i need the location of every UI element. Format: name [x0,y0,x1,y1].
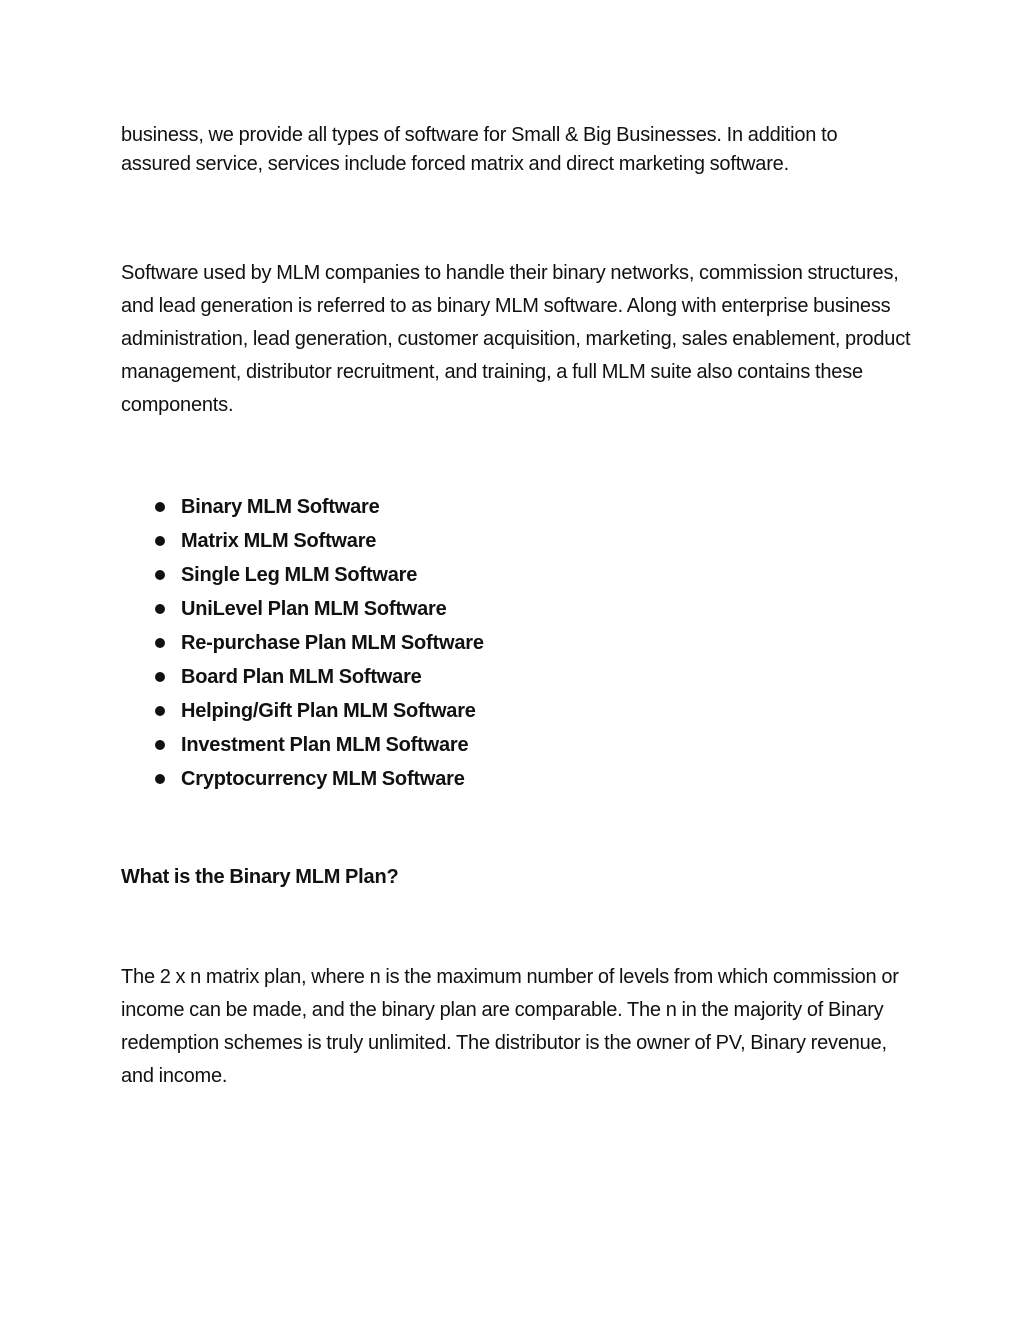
list-item [121,762,484,796]
list-item [121,694,484,728]
list-item [121,626,484,660]
list-item-label: Binary MLM Software [181,495,380,518]
list-item [121,592,484,626]
list-item [121,728,484,762]
software-type-list [121,490,484,796]
list-item [121,660,484,694]
bullet-icon [155,774,165,784]
bullet-icon [155,706,165,716]
binary-mlm-software-paragraph: Software used by MLM companies to handle their binary networks, commission structures, and lead generation is referred to as binary MLM software. Along with enterprise business administration, lead generation, customer acquisition, marketing, sales enablement, product management, distributor recruitment, and training, a full MLM suite also contains these components. [121,262,911,416]
list-item-label: Matrix MLM Software [181,529,377,552]
list-item-label: Investment Plan MLM Software [181,733,469,756]
list-item-label: Re-purchase Plan MLM Software [181,631,484,654]
section-heading: What is the Binary MLM Plan? [121,866,399,888]
intro-paragraph: business, we provide all types of software for Small & Big Businesses. In addition to assured service, services include forced matrix and direct marketing software. [121,124,838,175]
list-item-label: Single Leg MLM Software [181,563,418,586]
list-item [121,558,484,592]
binary-plan-paragraph: The 2 x n matrix plan, where n is the maximum number of levels from which commission or income can be made, and the binary plan are comparable. The n in the majority of Binary redemption schemes is truly unlimited. The distributor is the owner of PV, Binary revenue, and income. [121,966,899,1087]
list-item [121,524,484,558]
list-item-label: Board Plan MLM Software [181,665,422,688]
bullet-icon [155,604,165,614]
list-item-label: UniLevel Plan MLM Software [181,597,447,620]
list-item-label: Helping/Gift Plan MLM Software [181,699,476,722]
bullet-icon [155,570,165,580]
list-item-label: Cryptocurrency MLM Software [181,767,465,790]
bullet-icon [155,502,165,512]
bullet-icon [155,740,165,750]
bullet-icon [155,638,165,648]
bullet-icon [155,536,165,546]
bullet-icon [155,672,165,682]
list-item [121,490,484,524]
